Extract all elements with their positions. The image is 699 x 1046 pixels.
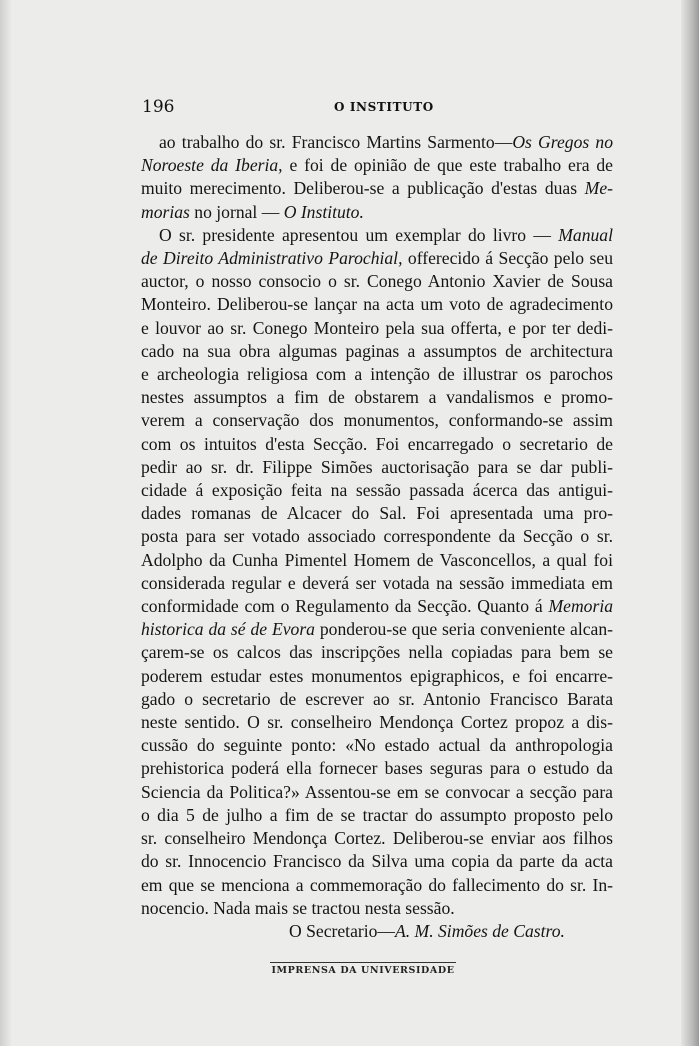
text-line: morias no jornal — O Instituto. <box>141 201 364 222</box>
italic-title: Me- <box>584 178 613 199</box>
text-line: Monteiro. Deliberou-se lançar na acta um voto de agradecimento <box>141 294 613 315</box>
running-title: O INSTITUTO <box>334 100 434 114</box>
text-line: Noroeste da Iberia, e foi de opinião de que este trabalho era de <box>141 155 613 176</box>
running-header <box>142 97 612 121</box>
text-line: verem a conservação dos monumentos, conformando-se assim <box>141 410 613 431</box>
page-number: 196 <box>142 97 175 117</box>
printer-imprint: IMPRENSA DA UNIVERSIDADE <box>270 962 456 976</box>
text-line: muito merecimento. Deliberou-se a publicação d'estas duas Me- <box>141 178 613 199</box>
text-line: poderem estudar estes monumentos epigraphicos, e foi encarre- <box>141 665 613 686</box>
text-line: em que se menciona a commemoração do fallecimento do sr. In- <box>141 874 613 895</box>
text-line: pedir ao sr. dr. Filippe Simões auctorisação para se dar publi- <box>141 456 613 477</box>
text-line: cussão do seguinte ponto: «No estado actual da anthropologia <box>141 735 613 756</box>
text-line: de Direito Administrativo Parochial, offerecido á Secção pelo seu <box>141 248 613 269</box>
text-line: gado o secretario de escrever ao sr. Antonio Francisco Barata <box>141 688 613 709</box>
text-line: posta para ser votado associado correspondente da Secção o sr. <box>141 526 613 547</box>
italic-title: morias <box>141 201 190 222</box>
italic-title: Noroeste da Iberia, <box>141 155 283 176</box>
italic-title: de Direito Administrativo Parochial, <box>141 248 403 269</box>
text-line: cidade á exposição feita na sessão passada ácerca das antigui- <box>141 480 613 501</box>
text-line: com os intuitos d'esta Secção. Foi encarregado o secretario de <box>141 433 613 454</box>
text-line: nestes assumptos a fim de obstarem a vandalismos e promo- <box>141 387 613 408</box>
italic-title: A. M. Simões de Castro. <box>395 920 565 941</box>
text-line: do sr. Innocencio Francisco da Silva uma copia da parte da acta <box>141 851 613 872</box>
text-line: historica da sé de Evora ponderou-se que seria conveniente alcan- <box>141 619 613 640</box>
text-line: considerada regular e deverá ser votada na sessão immediata em <box>141 572 613 593</box>
body-text <box>141 131 613 943</box>
italic-title: Memoria <box>548 596 613 617</box>
text-line: auctor, o nosso consocio o sr. Conego Antonio Xavier de Sousa <box>141 271 613 292</box>
text-line: o dia 5 de julho a fim de se tractar do assumpto proposto pelo <box>141 804 613 825</box>
text-line: O sr. presidente apresentou um exemplar do livro — Manual <box>159 224 613 245</box>
text-line: sr. conselheiro Mendonça Cortez. Deliberou-se enviar aos filhos <box>141 828 613 849</box>
text-line: e louvor ao sr. Conego Monteiro pela sua offerta, e por ter dedi- <box>141 317 613 338</box>
italic-title: O Instituto. <box>283 201 364 222</box>
text-line: ao trabalho do sr. Francisco Martins Sarmento—Os Gregos no <box>159 132 613 152</box>
text-line: Sciencia da Politica?» Assentou-se em se convocar a secção para <box>141 781 613 802</box>
text-line: e archeologia religiosa com a intenção de illustrar os parochos <box>141 364 613 385</box>
italic-title: Os Gregos no <box>512 132 613 152</box>
secretary-signature: O Secretario—A. M. Simões de Castro. <box>289 920 565 941</box>
text-line: dades romanas de Alcacer do Sal. Foi apresentada uma pro- <box>141 503 613 524</box>
text-line: Adolpho da Cunha Pimentel Homem de Vasconcellos, a qual foi <box>141 549 613 570</box>
italic-title: historica da sé de Evora <box>141 619 315 640</box>
text-line: cado na sua obra algumas paginas a assumptos de architectura <box>141 340 613 361</box>
page-left-shadow <box>0 0 12 1046</box>
text-line: çarem-se os calcos das inscripções nella copiadas para bem se <box>141 642 613 663</box>
text-line: prehistorica poderá ella fornecer bases seguras para o estudo da <box>141 758 613 779</box>
text-line: nocencio. Nada mais se tractou nesta sessão. <box>141 897 455 918</box>
page-right-edge <box>681 0 699 1046</box>
italic-title: Manual <box>558 224 613 245</box>
text-line: neste sentido. O sr. conselheiro Mendonça Cortez propoz a dis- <box>141 712 613 733</box>
text-line: conformidade com o Regulamento da Secção. Quanto á Memoria <box>141 596 613 617</box>
